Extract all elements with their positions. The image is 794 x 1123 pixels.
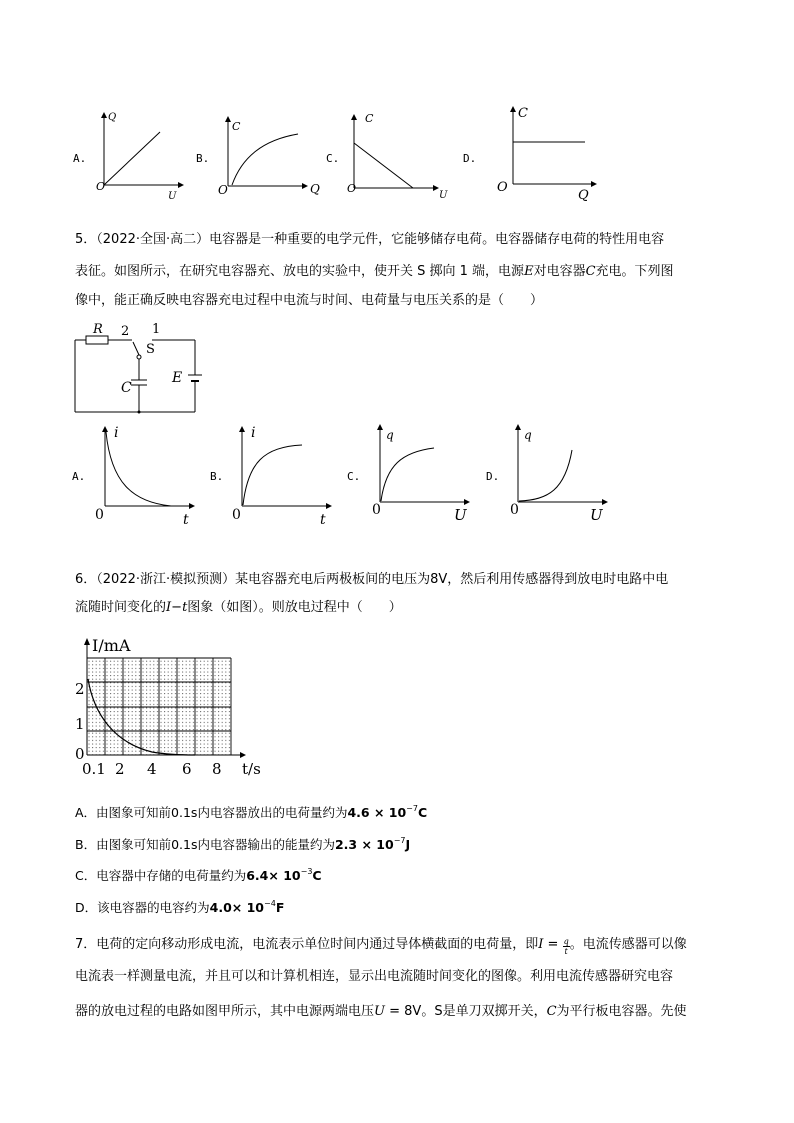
q5-line-3: 像中，能正确反映电容器充电过程中电流与时间、电荷量与电压关系的是（ ） [75,293,544,308]
q4-b-x-label: Q [310,182,320,196]
q5-option-a-label[interactable]: A. [72,470,86,483]
q5-circuit [70,320,210,420]
q6-ytick-0: 0 [75,745,85,763]
q4-b-origin: O [218,183,228,197]
q5-circuit-terminal-1: 1 [152,322,161,337]
q6-choice-d[interactable]: D．该电容器的电容约为$4.0\times 10^{-4}F$ [75,899,285,915]
q4-b-y-label: C [232,120,241,133]
q4-c-y-label: C [365,112,374,125]
q5-b-y-label: i [251,425,256,441]
q6-ytick-2: 2 [75,680,85,698]
q5-line-2: 表征。如图所示，在研究电容器充、放电的实验中，使开关 S 掷向 1 端，电源E对电容器C充电。下列图 [75,264,674,279]
q4-a-origin: O [96,180,106,193]
q4-option-d-label[interactable]: D. [463,152,477,165]
q5-option-c-label[interactable]: C. [347,470,361,483]
q5-circuit-terminal-2: 2 [121,324,130,339]
q4-d-y-label: C [518,106,528,121]
q5-d-x-label: U [590,506,603,524]
q5-option-d-label[interactable]: D. [486,470,500,483]
q4-a-y-label: Q [108,112,117,123]
q6-xtick-8: 8 [212,760,222,778]
q6-xtick-2: 2 [115,760,125,778]
q4-option-b-label[interactable]: B. [196,152,210,165]
q6-xtick-0-1: 0.1 [82,760,106,778]
q7-line-2: 电流表一样测量电流，并且可以和计算机相连，显示出电流随时间变化的图像。利用电流传感器研究电容 [75,969,674,984]
q4-a-x-label: U [168,191,177,202]
q5-c-y-label: q [386,428,394,442]
q5-graph-a [97,422,197,522]
q5-graph-b [234,422,334,522]
q4-graph-c [345,110,448,201]
q5-c-origin: 0 [372,502,381,518]
q5-circuit-switch-label: S [146,342,155,357]
q5-circuit-r-label: R [93,322,103,337]
q4-d-origin: O [497,180,508,195]
q4-d-x-label: Q [578,188,589,203]
q5-b-origin: 0 [232,507,241,523]
q5-option-b-label[interactable]: B. [210,470,224,483]
q5-a-y-label: i [114,425,119,441]
q4-option-a-label[interactable]: A. [73,152,87,165]
q6-line-2: 流随时间变化的I−t图象（如图）。则放电过程中（ ） [75,600,402,615]
q5-line-1: 5．（2022·全国·高二）电容器是一种重要的电学元件，它能够储存电荷。电容器储存电荷的特性用电容 [75,232,665,247]
q6-ytick-1: 1 [75,715,85,733]
q5-b-x-label: t [320,512,326,528]
q6-graph-x-label: t/s [242,760,261,778]
q5-c-x-label: U [454,506,467,524]
q6-choice-c[interactable]: C．电容器中存储的电荷量约为$6.4\times 10^{-3}C$ [75,867,322,883]
q5-a-x-label: t [183,512,189,528]
q6-graph-y-label: I/mA [92,636,131,655]
q7-line-1: 7．电荷的定向移动形成电流，电流表示单位时间内通过导体横截面的电荷量，即I = $\frac{q}{t}$ 。电流传感器可以像 [75,937,687,956]
q6-choice-b[interactable]: B．由图象可知前0.1s内电容器输出的能量约为$2.3 \times 10^{-7}J$ [75,836,411,852]
q6-choice-a[interactable]: A．由图象可知前0.1s内电容器放出的电荷量约为$4.6 \times 10^{-7}C$ [75,804,428,820]
q7-line-3: 器的放电过程的电路如图甲所示，其中电源两端电压U = 8V。S是单刀双掷开关，C为平行板电容器。先使 [75,1004,687,1019]
q5-a-origin: 0 [95,507,104,523]
q4-c-origin: O [347,182,357,195]
q5-d-y-label: q [524,428,532,442]
q6-line-1: 6．（2022·浙江·模拟预测）某电容器充电后两极板间的电压为8V，然后利用传感器得到放电时电路中电 [75,572,669,587]
q6-xtick-4: 4 [147,760,157,778]
q5-circuit-c-label: C [121,380,132,396]
q7-fraction: $\frac{q}{t}$ [563,937,569,956]
q4-c-x-label: U [439,190,448,201]
q6-it-graph [70,635,270,780]
q4-option-c-label[interactable]: C. [326,152,340,165]
q6-xtick-6: 6 [182,760,192,778]
q5-d-origin: 0 [510,502,519,518]
q4-graph-a [92,110,192,210]
q5-circuit-e-label: E [172,370,183,386]
